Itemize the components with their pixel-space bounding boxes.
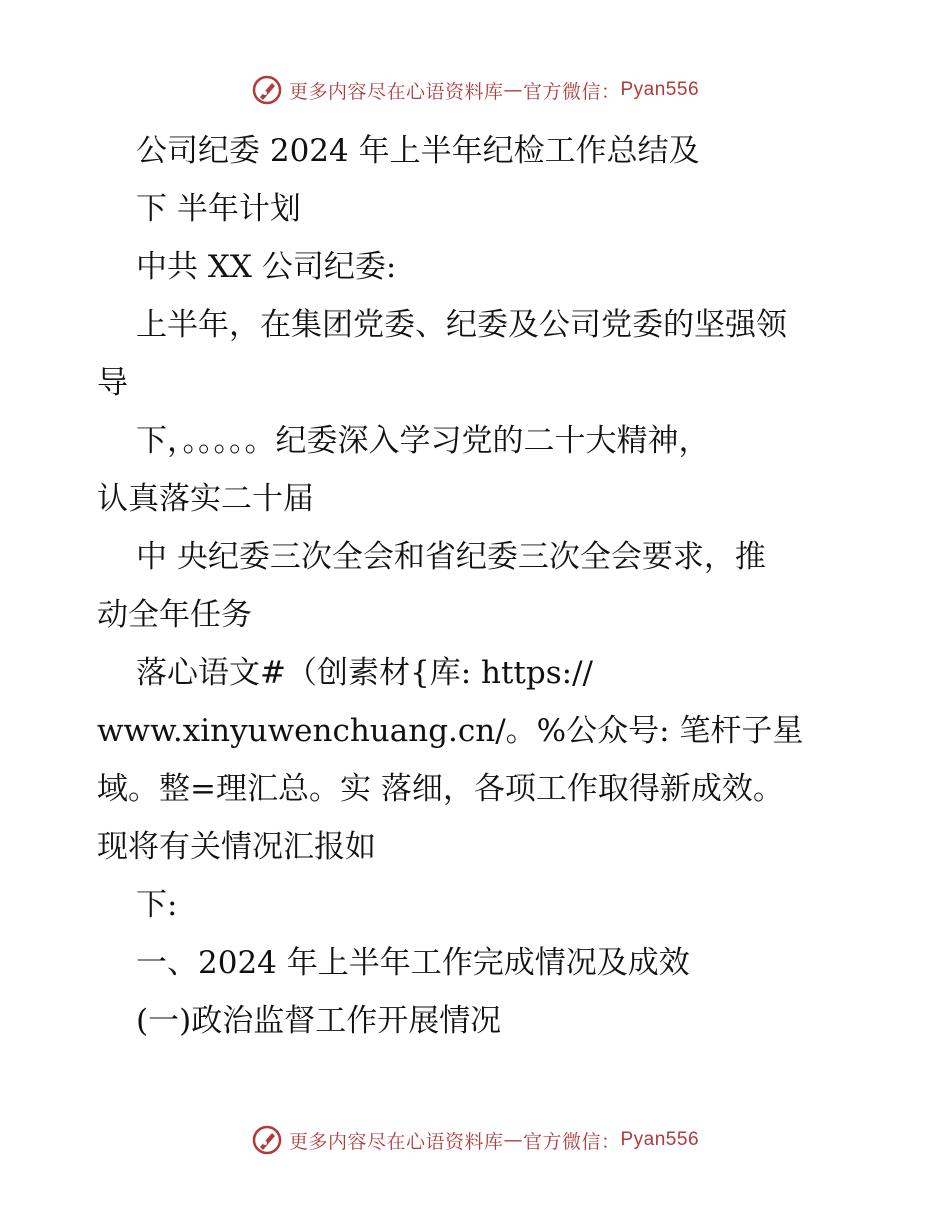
banner-wechat-id: Pyan556 — [620, 79, 700, 100]
doc-paragraph-line: 动全年任务 — [97, 597, 252, 633]
doc-paragraph-line: 域。整=理汇总。实 落细，各项工作取得新成效。 — [97, 771, 784, 807]
doc-subsection-heading: (一)政治监督工作开展情况 — [136, 1003, 502, 1039]
banner-separator: — — [503, 79, 523, 101]
doc-paragraph-line: 导 — [97, 365, 128, 401]
doc-paragraph-line: 下: — [136, 887, 178, 923]
doc-paragraph-line: www.xinyuwenchuang.cn/。%公众号: 笔杆子星 — [97, 713, 804, 749]
doc-paragraph-line: 现将有关情况汇报如 — [97, 829, 376, 865]
pen-logo-icon — [251, 1124, 283, 1156]
doc-paragraph-line: 中 央纪委三次全会和省纪委三次全会要求，推 — [136, 539, 766, 575]
doc-paragraph-line: 落心语文#（创素材{库: https:// — [136, 655, 593, 691]
doc-paragraph-line: 认真落实二十届 — [97, 481, 314, 517]
banner-wechat-id: Pyan556 — [620, 1129, 700, 1150]
banner-text: 更多内容尽在心语资料库 — [288, 80, 504, 103]
doc-section-heading: 一、2024 年上半年工作完成情况及成效 — [136, 945, 690, 981]
footer-watermark-banner — [0, 1118, 950, 1162]
doc-title-line-2: 下 半年计划 — [136, 191, 301, 227]
doc-org-line: 中共 XX 公司纪委: — [136, 249, 397, 285]
banner-wechat-label: 官方微信： — [522, 80, 621, 103]
banner-separator: — — [503, 1129, 523, 1151]
doc-paragraph-line: 上半年，在集团党委、纪委及公司党委的坚强领 — [136, 307, 787, 343]
banner-text: 更多内容尽在心语资料库 — [288, 1130, 504, 1153]
document-body — [97, 122, 857, 1050]
header-watermark-banner — [0, 68, 950, 112]
doc-paragraph-line: 下，。。。。。纪委深入学习党的二十大精神， — [136, 423, 710, 459]
pen-logo-icon — [251, 74, 283, 106]
doc-title-line-1: 公司纪委 2024 年上半年纪检工作总结及 — [136, 133, 700, 169]
banner-wechat-label: 官方微信： — [522, 1130, 621, 1153]
